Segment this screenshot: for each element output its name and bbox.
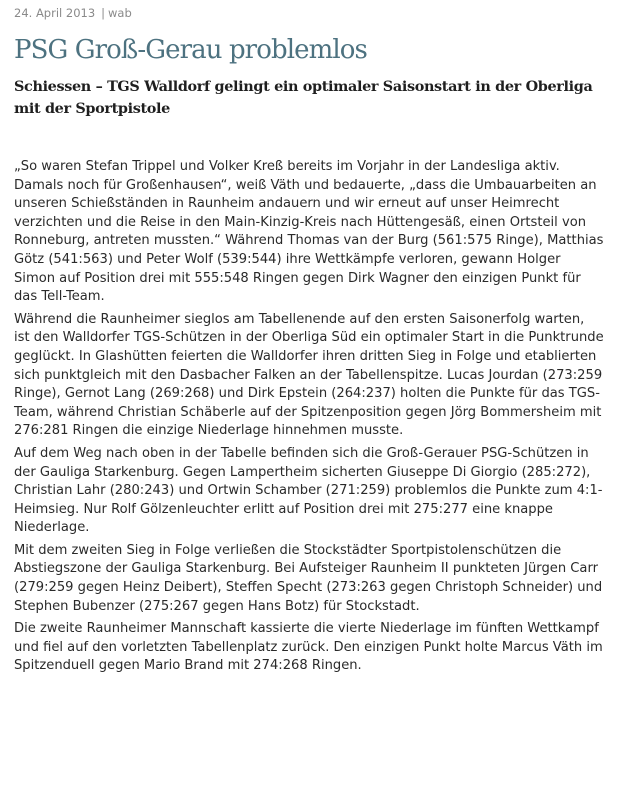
- article-paragraph: Auf dem Weg nach oben in der Tabelle befinden sich die Groß-Gerauer PSG-Schützen in der Gauliga Starkenburg. Gegen Lampertheim sicherten Giuseppe Di Giorgio (285:272), Christian Lahr (280:243) und Ortwin Schamber (271:259) problemlos die Punkte zum 4:1-Heimsieg. Nur Rolf Gölzenleuchter erlitt auf Position drei mit 275:277 eine knappe Niederlage.: [14, 445, 603, 536]
- article-paragraph: „So waren Stefan Trippel und Volker Kreß bereits im Vorjahr in der Landesliga aktiv. Damals noch für Großenhausen“, weiß Väth und bedauerte, „dass die Umbauarbeiten an unseren Schießständen in Raunheim andauern und wir erneut auf unser Heimrecht verzichten und die Reise in den Main-Kinzig-Kreis nach Hüttengesäß, einen Ortsteil von Ronneburg, antreten mussten.“ Während Thomas van der Burg (561:575 Ringe), Matthias Götz (541:563) und Peter Wolf (539:544) ihre Wettkämpfe verloren, gewann Holger Simon auf Position drei mit 555:548 Ringen gegen Dirk Wagner den einzigen Punkt für das Tell-Team.: [14, 159, 604, 305]
- article-body: [14, 158, 604, 676]
- article-headline: PSG Groß-Gerau problemlos: [14, 35, 367, 65]
- article-subheadline: Schiessen – TGS Walldorf gelingt ein optimaler Saisonstart in der Oberliga mit der Sportpistole: [14, 78, 593, 117]
- article: [14, 0, 604, 680]
- meta-separator: |: [101, 6, 106, 20]
- article-meta: [14, 6, 604, 20]
- article-paragraph: Die zweite Raunheimer Mannschaft kassierte die vierte Niederlage im fünften Wettkampf und fiel auf den vorletzten Tabellenplatz zurück. Den einzigen Punkt holte Marcus Väth im Spitzenduell gegen Mario Brand mit 274:268 Ringen.: [14, 621, 603, 674]
- article-paragraph: Mit dem zweiten Sieg in Folge verließen die Stockstädter Sportpistolenschützen die Abstiegszone der Gauliga Starkenburg. Bei Aufsteiger Raunheim II punkteten Jürgen Carr (279:259 gegen Heinz Deibert), Steffen Specht (273:263 gegen Christoph Schneider) und Stephen Bubenzer (275:267 gegen Hans Botz) für Stockstadt.: [14, 542, 603, 614]
- article-author: wab: [108, 6, 132, 20]
- article-paragraph: Während die Raunheimer sieglos am Tabellenende auf den ersten Saisonerfolg warten, ist den Walldorfer TGS-Schützen in der Oberliga Süd ein optimaler Start in die Punktrunde geglückt. In Glashütten feierten die Walldorfer ihren dritten Sieg in Folge und etablierten sich punktgleich mit den Dasbacher Falken an der Tabellenspitze. Lucas Jourdan (273:259 Ringe), Gernot Lang (269:268) und Dirk Epstein (264:237) holten die Punkte für das TGS-Team, während Christian Schäberle auf der Spitzenposition gegen Jörg Bommersheim mit 276:281 Ringen die einzige Niederlage hinnehmen musste.: [14, 311, 604, 439]
- article-date: 24. April 2013: [14, 6, 96, 20]
